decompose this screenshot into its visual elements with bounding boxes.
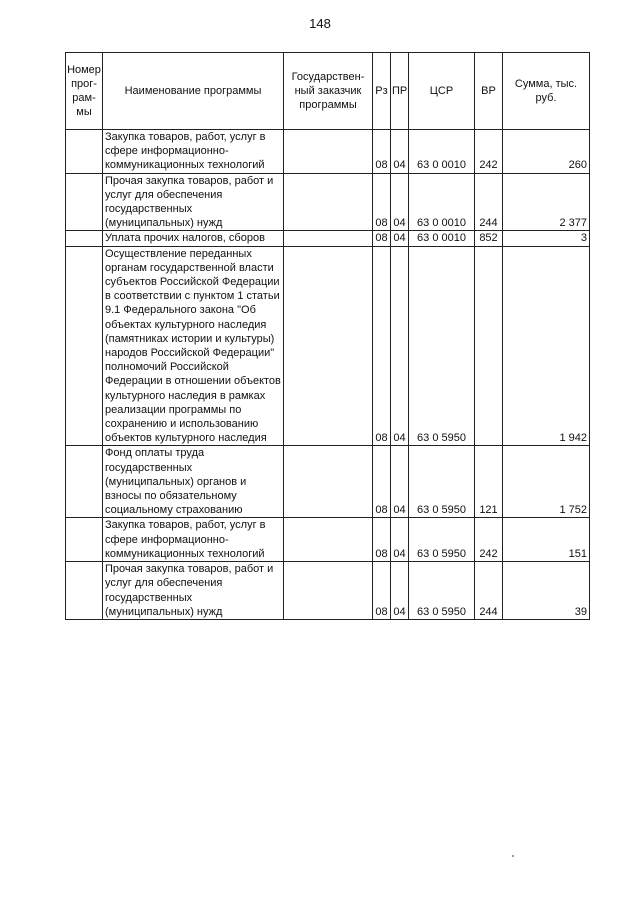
cell-program-name: Закупка товаров, работ, услуг в сфере информационно-коммуникационных технологий (103, 130, 284, 174)
budget-program-table (65, 52, 590, 620)
cell-state-customer (284, 246, 373, 446)
cell-program-number (66, 562, 103, 620)
cell-vr: 852 (475, 231, 503, 246)
table-row (66, 130, 590, 174)
cell-vr: 242 (475, 518, 503, 562)
cell-vr: 121 (475, 446, 503, 518)
cell-csr: 63 0 0010 (409, 130, 475, 174)
cell-sum: 151 (503, 518, 590, 562)
cell-sum: 1 942 (503, 246, 590, 446)
cell-rz: 08 (373, 518, 391, 562)
cell-csr: 63 0 0010 (409, 231, 475, 246)
table-row (66, 518, 590, 562)
cell-csr: 63 0 5950 (409, 246, 475, 446)
header-program-name: Наименование программы (103, 53, 284, 130)
cell-program-number (66, 173, 103, 231)
cell-sum: 39 (503, 562, 590, 620)
cell-program-number (66, 446, 103, 518)
cell-csr: 63 0 5950 (409, 518, 475, 562)
cell-program-number (66, 246, 103, 446)
cell-program-name: Осуществление переданных органам государственной власти субъектов Российской Федерации в соответствии с пунктом 1 статьи 9.1 Федерального закона "Об объектах культурного наследия (памятниках истории и культуры) народов Российской Федерации" полномочий Российской Федерации в отношении объектов культурного наследия в рамках реализации программы по сохранению и использованию объектов культурного наследия (103, 246, 284, 446)
table-row (66, 562, 590, 620)
cell-program-name: Фонд оплаты труда государственных (муниципальных) органов и взносы по обязательному социальному страхованию (103, 446, 284, 518)
header-program-number: Номер прог- рам- мы (66, 53, 103, 130)
header-vr: ВР (475, 53, 503, 130)
page-number: 148 (309, 16, 331, 31)
cell-program-number (66, 130, 103, 174)
cell-state-customer (284, 518, 373, 562)
scan-speck (512, 855, 514, 857)
cell-state-customer (284, 231, 373, 246)
cell-state-customer (284, 173, 373, 231)
cell-pr: 04 (391, 518, 409, 562)
cell-csr: 63 0 0010 (409, 173, 475, 231)
table-row (66, 231, 590, 246)
cell-vr: 244 (475, 173, 503, 231)
table-header-row (66, 53, 590, 130)
header-pr: ПР (391, 53, 409, 130)
cell-pr: 04 (391, 246, 409, 446)
cell-program-name: Прочая закупка товаров, работ и услуг для обеспечения государственных (муниципальных) нужд (103, 173, 284, 231)
cell-pr: 04 (391, 231, 409, 246)
table-row (66, 173, 590, 231)
header-rz: Рз (373, 53, 391, 130)
cell-rz: 08 (373, 173, 391, 231)
table-row (66, 246, 590, 446)
cell-vr: 244 (475, 562, 503, 620)
cell-rz: 08 (373, 446, 391, 518)
header-sum: Сумма, тыс. руб. (503, 53, 590, 130)
cell-state-customer (284, 130, 373, 174)
cell-vr: 242 (475, 130, 503, 174)
table-row (66, 446, 590, 518)
cell-state-customer (284, 562, 373, 620)
cell-rz: 08 (373, 562, 391, 620)
cell-sum: 3 (503, 231, 590, 246)
header-state-customer: Государствен- ный заказчик программы (284, 53, 373, 130)
cell-sum: 2 377 (503, 173, 590, 231)
cell-rz: 08 (373, 130, 391, 174)
cell-rz: 08 (373, 231, 391, 246)
header-csr: ЦСР (409, 53, 475, 130)
cell-pr: 04 (391, 562, 409, 620)
cell-pr: 04 (391, 130, 409, 174)
cell-sum: 1 752 (503, 446, 590, 518)
cell-pr: 04 (391, 446, 409, 518)
cell-rz: 08 (373, 246, 391, 446)
cell-sum: 260 (503, 130, 590, 174)
cell-vr (475, 246, 503, 446)
cell-program-number (66, 518, 103, 562)
cell-program-number (66, 231, 103, 246)
cell-csr: 63 0 5950 (409, 446, 475, 518)
cell-state-customer (284, 446, 373, 518)
cell-program-name: Уплата прочих налогов, сборов (103, 231, 284, 246)
cell-pr: 04 (391, 173, 409, 231)
cell-csr: 63 0 5950 (409, 562, 475, 620)
cell-program-name: Прочая закупка товаров, работ и услуг для обеспечения государственных (муниципальных) нужд (103, 562, 284, 620)
cell-program-name: Закупка товаров, работ, услуг в сфере информационно-коммуникационных технологий (103, 518, 284, 562)
